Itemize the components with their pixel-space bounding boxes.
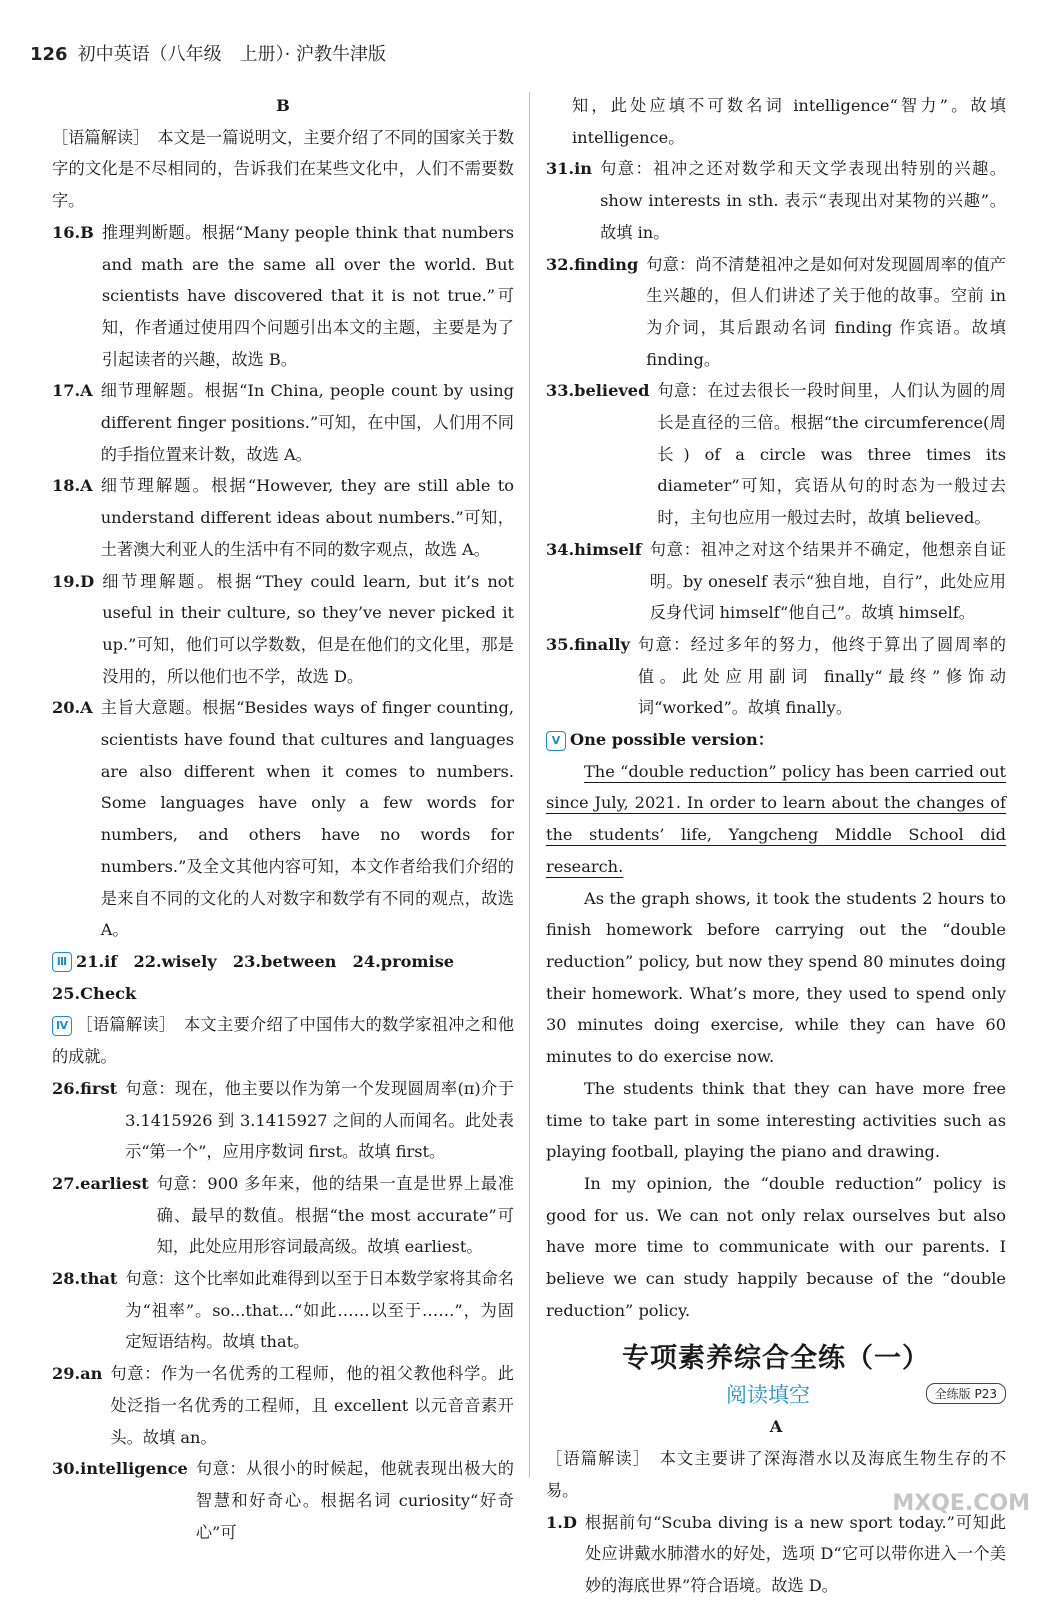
answer-item bbox=[52, 566, 514, 693]
page-reference-badge: 全练版 P23 bbox=[926, 1383, 1006, 1404]
section-heading-b: B bbox=[276, 96, 290, 115]
answer-explanation: 句意：这个比率如此难得到以至于日本数学家将其命名为“祖率”。so...that...“如此……以至于……”，为固定短语结构。故填 that。 bbox=[125, 1269, 514, 1352]
answer-number: 35.finally bbox=[546, 634, 630, 654]
answer-number: 19.D bbox=[52, 571, 95, 591]
watermark: MXQE.COM bbox=[892, 1491, 1030, 1516]
answer-explanation: 细节理解题。根据“They could learn, but it’s not useful in their culture, so they’ve never picked it up.”可知，他们可以学数数，但是在他们的文化里，那是没用的，所以他们也不学，故选 D。 bbox=[102, 571, 514, 686]
answer-explanation: 推理判断题。根据“Many people think that numbers and math are the same all over the world. But scientists have discovered that it is not true.”可知，作者通过使用四个问题引出本文的主题，主要是为了引起读者的兴趣，故选 B。 bbox=[101, 222, 514, 369]
answer-explanation: 句意：祖冲之对这个结果并不确定，他想亲自证明。by oneself 表示“独自地，自行”，此处应用反身代词 himself“他自己”。故填 himself。 bbox=[649, 539, 1006, 623]
answer-number: 33.believed bbox=[546, 381, 650, 401]
special-practice-title: 专项素养综合全练（一） bbox=[622, 1343, 930, 1375]
answer-explanation: 句意：作为一名优秀的工程师，他的祖父教他科学。此处泛指一名优秀的工程师，且 excellent 以元音音素开头。故填 an。 bbox=[110, 1364, 514, 1447]
answer-explanation: 句意：从很小的时候起，他就表现出极大的智慧和好奇心。根据名词 curiosity“好奇心”可 bbox=[195, 1459, 514, 1542]
answer-number: 26.first bbox=[52, 1078, 118, 1098]
answer-number: 34.himself bbox=[546, 539, 642, 559]
answer-number: 30.intelligence bbox=[52, 1459, 188, 1479]
answer-explanation: 细节理解题。根据“However, they are still able to understand different ideas about numbers.”可知，土著澳大利亚人的生活中有不同的数字观点，故选 A。 bbox=[100, 476, 514, 559]
answer-number: 17.A bbox=[52, 381, 93, 401]
answer-number: 18.A bbox=[52, 476, 93, 496]
essay-paragraph-2: As the graph shows, it took the students 2 hours to finish homework before carrying out the “double reduction” policy, but now they spend 80 minutes doing their homework. What’s more, they used to spend only 30 minutes doing exercise, while they can have 60 minutes to do exercise now. bbox=[546, 888, 1006, 1067]
answer-number: 20.A bbox=[52, 698, 93, 718]
answer-25 bbox=[52, 978, 514, 1010]
section-5-heading bbox=[546, 724, 1006, 756]
answer-30-continued: 知，此处应填不可数名词 intelligence“智力”。故填 intelligence。 bbox=[572, 96, 1006, 147]
essay-paragraph-4: In my opinion, the “double reduction” policy is good for us. We can not only relax ourselves but also have more time to communicate with our parents. I believe we can study happily because of the “double reduction” policy. bbox=[546, 1173, 1006, 1320]
answer-item bbox=[52, 1358, 514, 1453]
section-4-summary-text: 本文主要介绍了中国伟大的数学家祖冲之和他的成就。 bbox=[52, 1015, 515, 1067]
answer-number: 32.finding bbox=[546, 254, 639, 274]
column-divider bbox=[529, 92, 530, 1477]
answer-explanation: 句意：900 多年来，他的结果一直是世界上最准确、最早的数值。根据“the most accurate”可知，此处应用形容词最高级。故填 earliest。 bbox=[156, 1173, 514, 1257]
section-4-badge: Ⅳ bbox=[52, 1016, 72, 1036]
answer-number: 29.an bbox=[52, 1364, 103, 1384]
answer-explanation: 句意：尚不清楚祖冲之是如何对发现圆周率的值产生兴趣的，但人们讲述了关于他的故事。空前 in 为介词，其后跟动名词 finding 作宾语。故填 finding。 bbox=[646, 254, 1006, 369]
answer-explanation: 句意：在过去很长一段时间里，人们认为圆的周长是直径的三倍。根据“the circumference(周长) of a circle was three times its diameter”可知，宾语从句的时态为一般过去时，主句也应用一般过去时，故填 believed。 bbox=[657, 381, 1006, 528]
subtitle-row bbox=[546, 1379, 1006, 1411]
answer-explanation: 句意：祖冲之还对数学和天文学表现出特别的兴趣。show interests in sth. 表示“表现出对某物的兴趣”。故填 in。 bbox=[600, 159, 1006, 242]
section-heading-a: A bbox=[769, 1417, 783, 1437]
answer-25-text: 25.Check bbox=[52, 983, 137, 1003]
reading-fill-in-subtitle: 阅读填空 bbox=[726, 1383, 810, 1408]
answer-number: 16.B bbox=[52, 222, 94, 242]
essay-paragraph-1 bbox=[546, 756, 1006, 883]
page-number: 126 bbox=[30, 44, 68, 65]
answer-item bbox=[52, 1168, 514, 1263]
answer-item bbox=[546, 629, 1006, 724]
summary-a-tag: ［语篇解读］ bbox=[546, 1449, 643, 1469]
answer-number: 31.in bbox=[546, 159, 593, 179]
answer-number: 28.that bbox=[52, 1269, 118, 1289]
answer-item bbox=[546, 1507, 1006, 1602]
section-5-badge: Ⅴ bbox=[546, 731, 566, 751]
answer-item bbox=[52, 470, 514, 565]
right-column bbox=[546, 90, 1006, 1602]
section-4-tag: ［语篇解读］ bbox=[76, 1015, 168, 1035]
answer-item bbox=[52, 1263, 514, 1358]
summary-text: 本文是一篇说明文，主要介绍了不同的国家关于数字的文化是不尽相同的，告诉我们在某些文化中，人们不需要数字。 bbox=[52, 127, 515, 211]
essay-paragraph-3: The students think that they can have more free time to take part in some interesting activities such as playing football, playing the piano and drawing. bbox=[546, 1078, 1006, 1162]
answer-item bbox=[546, 534, 1006, 629]
section-3-answers bbox=[52, 946, 514, 978]
answer-explanation: 主旨大意题。根据“Besides ways of finger counting, scientists have found that cultures and languages are also different when it comes to numbers. Some languages have only a few words for numbers, and others have no words for numbers.”及全文其他内容可知，本文作者给我们介绍的是来自不同的文化的人对数字和数学有不同的观点，故选 A。 bbox=[100, 698, 514, 940]
answer-item bbox=[52, 1073, 514, 1168]
answer-explanation: 句意：经过多年的努力，他终于算出了圆周率的值。此处应用副词 finally“最终”修饰动词“worked”。故填 finally。 bbox=[637, 634, 1006, 718]
answer-explanation: 句意：现在，他主要以作为第一个发现圆周率(π)介于 3.1415926 到 3.1415927 之间的人而闻名。此处表示“第一个”，应用序数词 first。故填 first。 bbox=[125, 1078, 514, 1162]
section-3-answer-list: 21.if 22.wisely 23.between 24.promise bbox=[76, 951, 455, 971]
answer-number: 1.D bbox=[546, 1512, 577, 1532]
section-4-summary bbox=[52, 1009, 514, 1072]
summary-b bbox=[52, 122, 514, 217]
essay-underlined-text: The “double reduction” policy has been carried out since July, 2021. In order to learn about the changes of the students’ life, Yangcheng Middle School did research. bbox=[546, 761, 1006, 876]
page-header bbox=[30, 40, 386, 66]
answer-item bbox=[52, 217, 514, 376]
answer-item bbox=[52, 1453, 514, 1548]
summary-a-text: 本文主要讲了深海潜水以及海底生物生存的不易。 bbox=[546, 1449, 1007, 1500]
answer-item bbox=[546, 249, 1006, 376]
answer-explanation: 细节理解题。根据“In China, people count by using different finger positions.”可知，在中国，人们用不同的手指位置来计数，故选 A。 bbox=[100, 381, 514, 464]
left-column bbox=[52, 90, 514, 1548]
section-5-title: One possible version： bbox=[570, 730, 774, 750]
answer-item bbox=[52, 692, 514, 946]
answer-explanation: 根据前句“Scuba diving is a new sport today.”可知此处应讲戴水肺潜水的好处，选项 D“它可以带你进入一个美妙的海底世界”符合语境。故选 D。 bbox=[584, 1512, 1006, 1595]
answer-item bbox=[546, 153, 1006, 248]
book-title: 初中英语（八年级 上册）· 沪教牛津版 bbox=[77, 44, 387, 65]
section-3-badge: Ⅲ bbox=[52, 952, 72, 972]
summary-tag: ［语篇解读］ bbox=[52, 127, 142, 147]
answer-number: 27.earliest bbox=[52, 1173, 149, 1193]
answer-item bbox=[546, 375, 1006, 534]
answer-item bbox=[52, 375, 514, 470]
